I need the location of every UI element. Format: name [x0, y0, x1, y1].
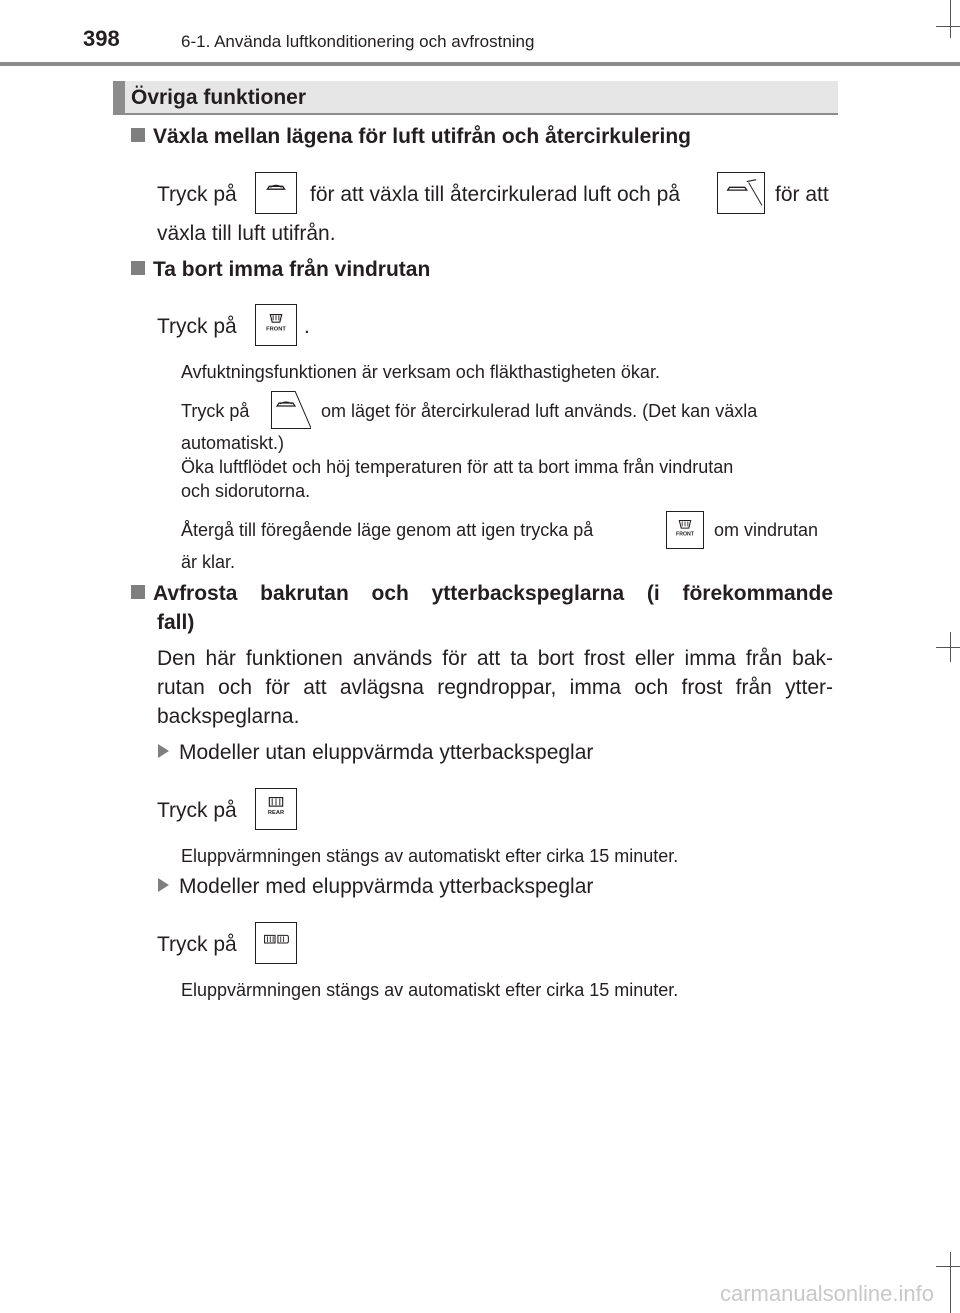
square-bullet-icon [131, 128, 145, 142]
rear-defogger-button[interactable] [255, 788, 297, 830]
rear-press-1-label: Tryck på [157, 799, 237, 822]
recirc-heading [131, 125, 691, 149]
square-bullet-icon [131, 585, 145, 599]
rear-defogger-icon [256, 789, 296, 829]
rear-heading [131, 582, 833, 606]
rear-para-b: rutan och för att avlägsna regndroppar, imma och frost från ytter- [157, 676, 833, 699]
defog-note-2-c: automatiskt.) [181, 433, 285, 453]
defog-period: . [304, 315, 310, 338]
defog-heading-text: Ta bort imma från vindrutan [153, 258, 431, 281]
rear-heading-text-b: fall) [157, 611, 195, 634]
recirculation-icon [256, 173, 296, 213]
model-1-item [158, 741, 593, 765]
triangle-bullet-icon [158, 878, 169, 892]
front-defroster-button-inline [666, 511, 704, 549]
outside-air-icon [718, 173, 764, 213]
front-label: FRONT [266, 326, 286, 333]
defog-note-1: Avfuktningsfunktionen är verksam och fläkthastigheten ökar. [181, 362, 660, 382]
crop-mark [950, 0, 951, 38]
recirc-line2: växla till luft utifrån. [157, 222, 336, 245]
defog-note-3-a: Öka luftflödet och höj temperaturen för att ta bort imma från vindrutan [181, 457, 734, 477]
recirc-heading-text: Växla mellan lägena för luft utifrån och återcirkulering [153, 125, 691, 148]
defog-note-4-b: om vindrutan [714, 520, 819, 540]
crop-mark [950, 1252, 951, 1313]
rear-press-2-label: Tryck på [157, 933, 237, 956]
outside-air-button[interactable] [717, 172, 765, 214]
header-divider [0, 62, 960, 66]
rear-note-1: Eluppvärmningen stängs av automatiskt efter cirka 15 minuter. [181, 846, 679, 866]
defog-heading [131, 258, 430, 282]
recirc-press-label: Tryck på [157, 183, 237, 206]
crop-mark [936, 647, 960, 648]
section-title: Övriga funktioner [131, 86, 307, 109]
recirc-line1-end: för att [775, 183, 829, 206]
rear-and-mirror-defogger-icon [256, 923, 296, 963]
defog-note-4-c: är klar. [181, 552, 236, 572]
rear-para-c: backspeglarna. [157, 705, 300, 728]
rear-label: REAR [267, 809, 285, 816]
rear-mirror-defogger-button[interactable] [255, 922, 297, 964]
crop-mark [936, 1266, 960, 1267]
defog-note-2-b: om läget för återcirkulerad luft används. (Det kan växla [321, 401, 758, 421]
crop-mark [936, 26, 960, 27]
front-defroster-icon [667, 512, 703, 548]
model-2-item [158, 875, 593, 899]
page-number: 398 [83, 26, 120, 51]
chapter-title: 6-1. Använda luftkonditionering och avfrostning [181, 32, 535, 51]
defog-note-2-a: Tryck på [181, 401, 250, 421]
front-defroster-button[interactable] [255, 304, 297, 346]
recirc-line1-middle: för att växla till återcirkulerad luft och på [310, 183, 681, 206]
defog-note-4-a: Återgå till föregående läge genom att igen trycka på [181, 520, 594, 540]
front-defroster-icon [256, 305, 296, 345]
recirc-inside-air-button[interactable] [255, 172, 297, 214]
rear-heading-text-a: Avfrosta bakrutan och ytterbackspeglarna (i förekommande [153, 582, 833, 605]
recirculation-icon [271, 391, 311, 429]
front-label: FRONT [676, 531, 694, 538]
rear-para-a: Den här funktionen används för att ta bort frost eller imma från bak- [157, 647, 833, 670]
defog-note-3-b: och sidorutorna. [181, 481, 311, 501]
model-1-label: Modeller utan eluppvärmda ytterbackspeglar [179, 741, 594, 764]
model-2-label: Modeller med eluppvärmda ytterbackspeglar [179, 875, 594, 898]
watermark: carmanualsonline.info [719, 1281, 934, 1306]
square-bullet-icon [131, 261, 145, 275]
triangle-bullet-icon [158, 744, 169, 758]
recirc-mode-icon-inline [271, 391, 311, 429]
rear-note-2: Eluppvärmningen stängs av automatiskt efter cirka 15 minuter. [181, 980, 679, 1000]
defog-press-label: Tryck på [157, 315, 237, 338]
